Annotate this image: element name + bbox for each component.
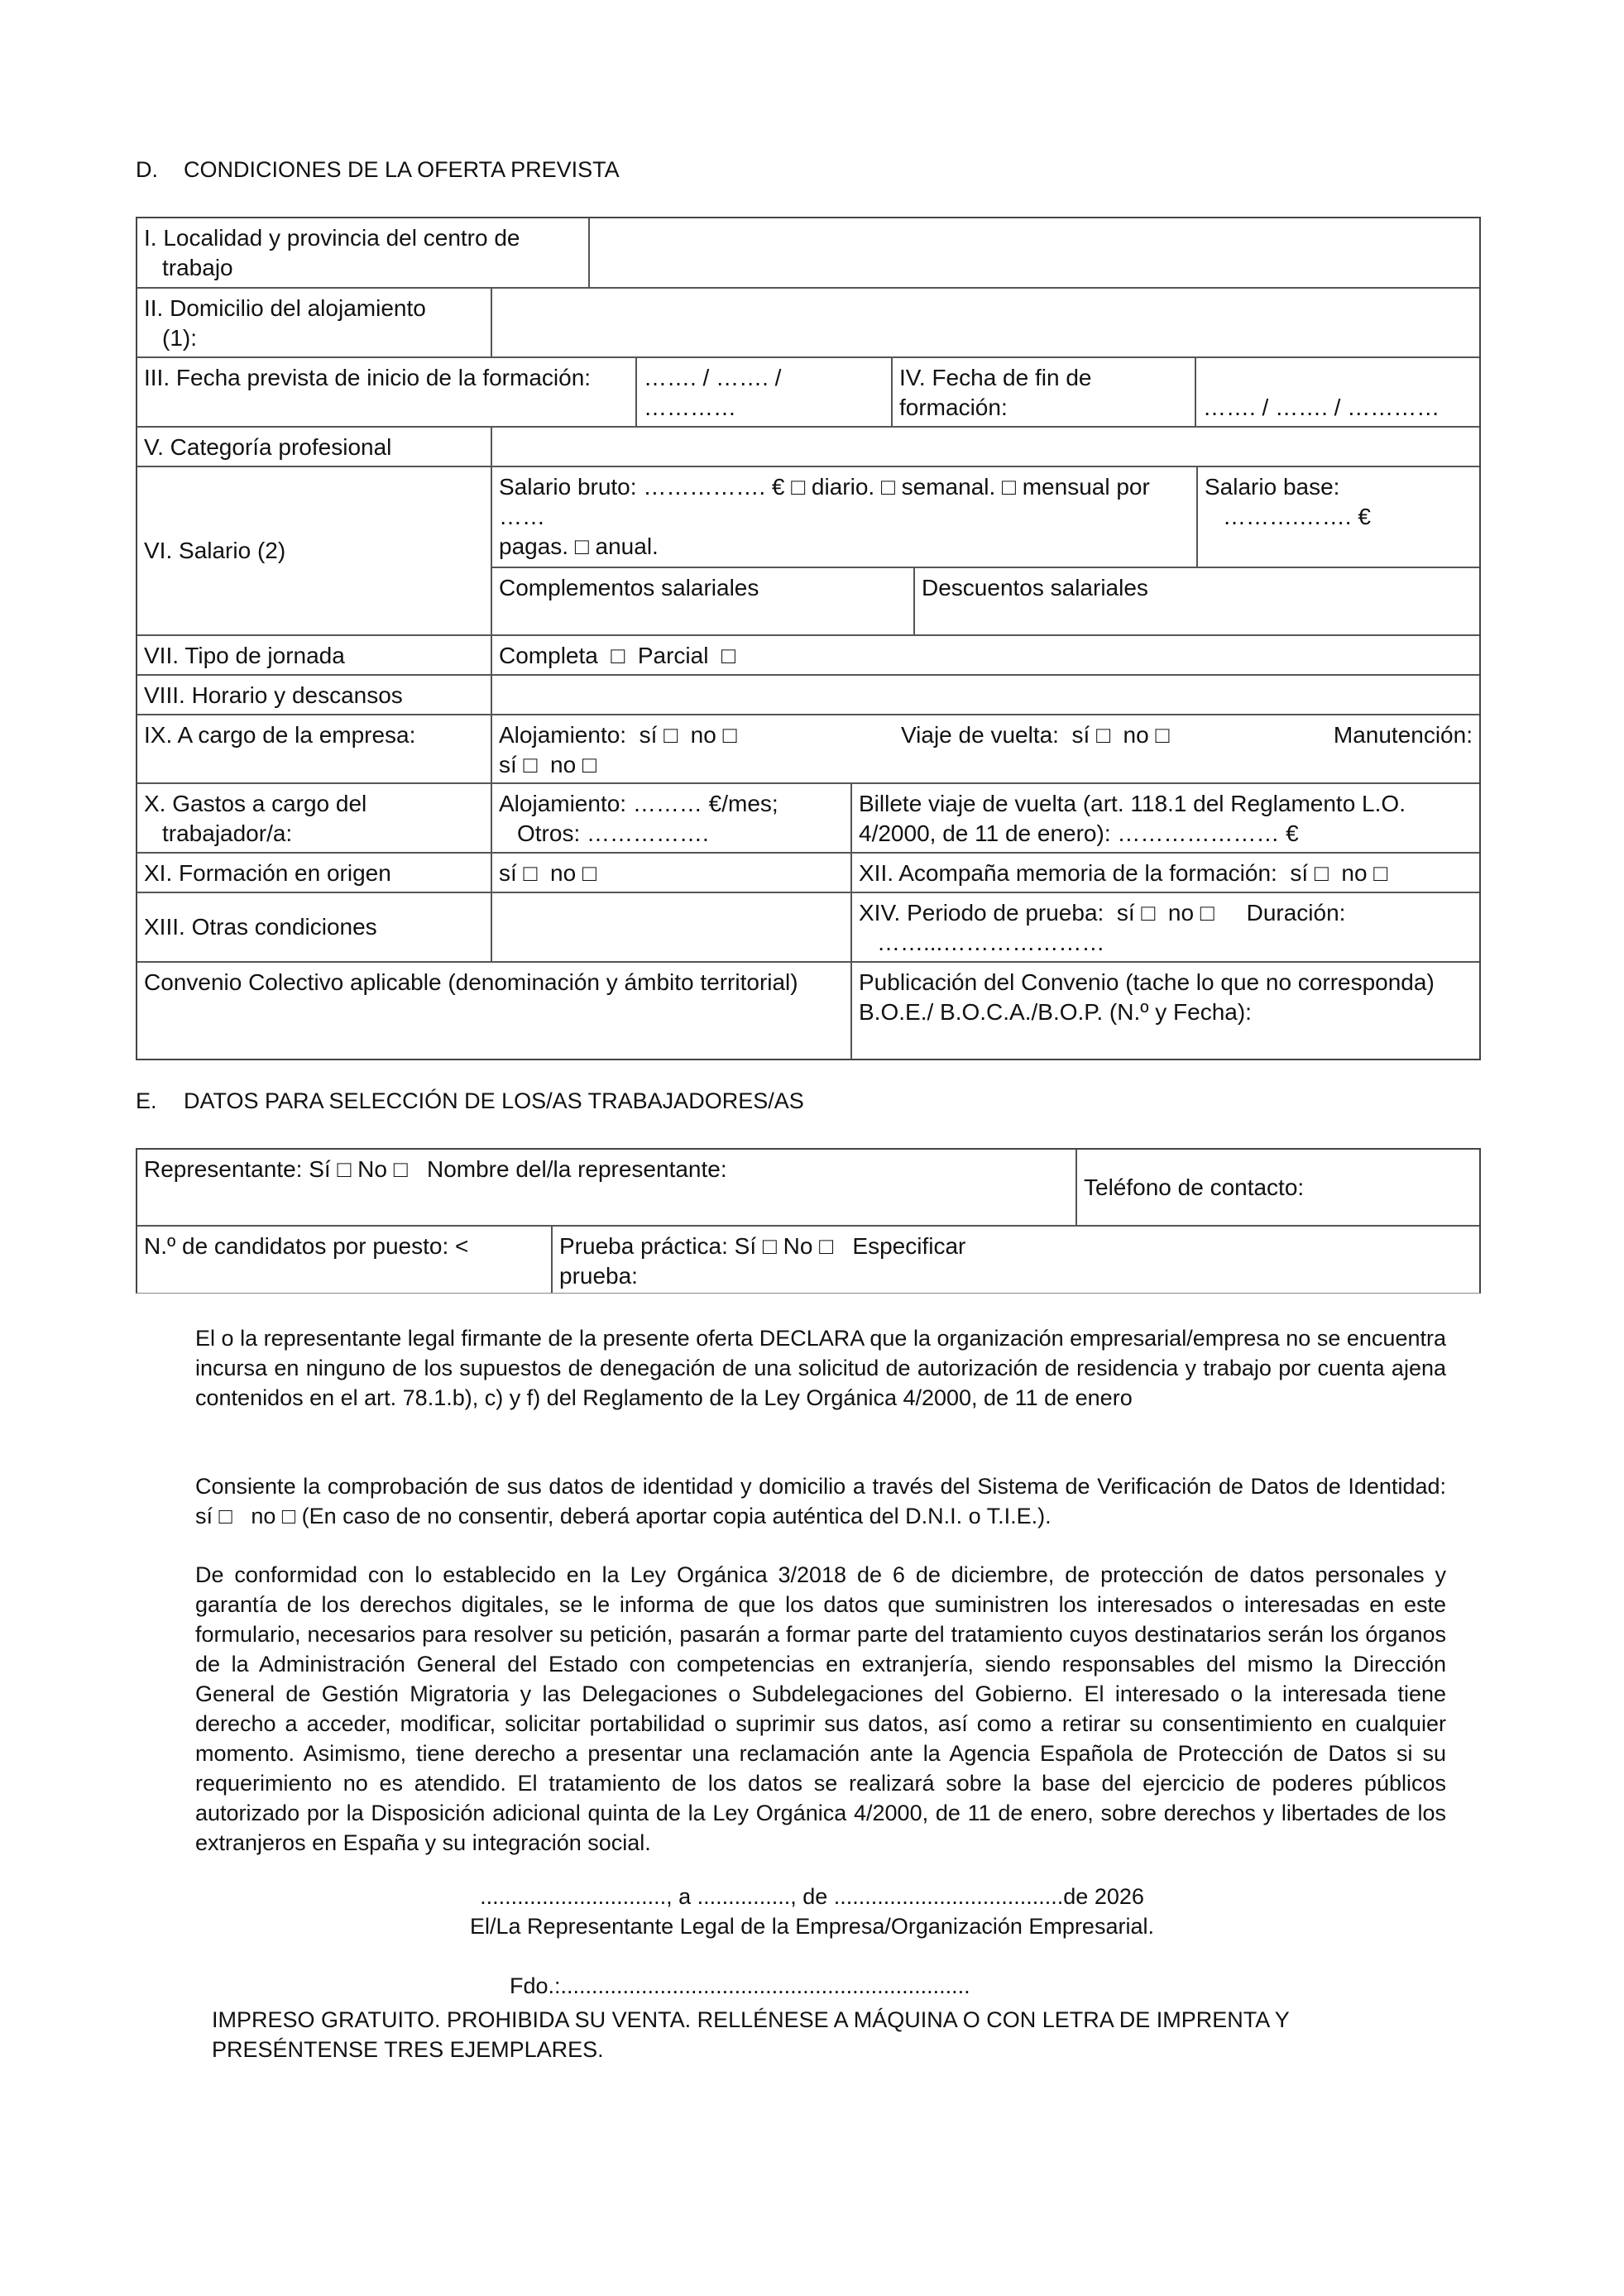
label-categoria: V. Categoría profesional bbox=[144, 434, 392, 460]
field-periodo-prueba[interactable]: XIV. Periodo de prueba: sí □ no □ Duración: ……...………………… bbox=[850, 893, 1479, 961]
field-memoria-formacion[interactable]: XII. Acompaña memoria de la formación: sí □ no □ bbox=[850, 854, 1479, 892]
field-cargo-empresa[interactable]: Alojamiento: sí □ no □ Viaje de vuelta: sí □ no □ Manutención: sí □ no □ bbox=[491, 715, 1479, 782]
section-d-heading: D. CONDICIONES DE LA OFERTA PREVISTA bbox=[136, 157, 620, 182]
label-domicilio: II. Domicilio del alojamiento (1): bbox=[144, 295, 426, 351]
consent-paragraph: Consiente la comprobación de sus datos de identidad y domicilio a través del Sistema de Verificación de Datos de Identidad: sí □ no □ (En caso de no consentir, deberá aportar copia auténtica del D.N.I. o T.I.E.). bbox=[195, 1474, 1465, 1528]
field-candidatos[interactable]: N.º de candidatos por puesto: < bbox=[144, 1233, 469, 1259]
field-localidad[interactable] bbox=[588, 218, 1479, 287]
label-otras-condiciones: XIII. Otras condiciones bbox=[144, 914, 377, 940]
field-horario[interactable] bbox=[491, 676, 1479, 714]
data-protection-paragraph: De conformidad con lo establecido en la Ley Orgánica 3/2018 de 6 de diciembre, de protección de datos personales y garantía de los derechos digitales, se le informa de que los datos que suministren los interesados o interesadas en este formulario, necesarios para resolver su petición, pasarán a formar parte del tratamiento cuyos destinatarios serán los órganos de la Administración General del Estado con competencias en extranjería, siendo responsables del mismo la Dirección General de Gestión Migratoria y las Delegaciones o Subdelegaciones del Gobierno. El interesado o la interesada tiene derecho a acceder, modificar, solicitar portabilidad o suprimir sus datos, así como a retirar su consentimiento en cualquier momento. Asimismo, tiene derecho a presentar una reclamación ante la Agencia Española de Protección de Datos si su requerimiento no es atendido. El tratamiento de los datos se realizará sobre la base del ejercicio de poderes públicos autorizado por la Disposición adicional quinta de la Ley Orgánica 4/2000, de 11 de enero, sobre derechos y libertades de los extranjeros en España y su integración social. bbox=[195, 1562, 1446, 1855]
field-gastos-alojamiento[interactable]: Alojamiento: ……… €/mes; Otros: ……………. bbox=[491, 784, 850, 852]
field-representante[interactable]: Representante: Sí □ No □ Nombre del/la representante: bbox=[144, 1156, 727, 1182]
field-prueba-practica[interactable]: Prueba práctica: Sí □ No □ Especificar prueba: bbox=[551, 1227, 1479, 1293]
label-formacion-origen: XI. Formación en origen bbox=[144, 860, 391, 886]
label-horario: VIII. Horario y descansos bbox=[144, 682, 403, 708]
field-domicilio[interactable] bbox=[491, 289, 1479, 356]
label-gastos-trabajador: X. Gastos a cargo del trabajador/a: bbox=[144, 791, 367, 846]
field-salario-bruto[interactable]: Salario bruto: ……………. € □ diario. □ semanal. □ mensual por …… pagas. □ anual. bbox=[499, 474, 1150, 559]
field-categoria[interactable] bbox=[491, 428, 1479, 466]
field-fecha-inicio[interactable]: ……. / ……. / ………… bbox=[635, 358, 891, 426]
field-otras-condiciones[interactable] bbox=[491, 893, 850, 961]
label-fecha-inicio: III. Fecha prevista de inicio de la formación: bbox=[144, 365, 592, 390]
signature-role: El/La Representante Legal de la Empresa/Organización Empresarial. bbox=[470, 1914, 1154, 1939]
field-fecha-fin[interactable]: ……. / ……. / ………… bbox=[1195, 358, 1479, 426]
field-convenio[interactable]: Convenio Colectivo aplicable (denominación y ámbito territorial) bbox=[144, 969, 798, 995]
declaration-paragraph: El o la representante legal firmante de la presente oferta DECLARA que la organización empresarial/empresa no se encuentra incursa en ninguno de los supuestos de denegación de una solicitud de autorización de residencia y trabajo por cuenta ajena contenidos en el art. 78.1.b), c) y f) del Reglamento de la Ley Orgánica 4/2000, de 11 de enero bbox=[195, 1326, 1446, 1410]
label-jornada: VII. Tipo de jornada bbox=[144, 643, 345, 668]
field-complementos[interactable]: Complementos salariales bbox=[499, 575, 759, 600]
section-e-heading: E. DATOS PARA SELECCIÓN DE LOS/AS TRABAJADORES/AS bbox=[136, 1088, 804, 1113]
field-billete-vuelta[interactable]: Billete viaje de vuelta (art. 118.1 del Reglamento L.O. 4/2000, de 11 de enero): ………………… € bbox=[850, 784, 1479, 852]
field-jornada[interactable]: Completa □ Parcial □ bbox=[491, 636, 1479, 674]
footer-notice: IMPRESO GRATUITO. PROHIBIDA SU VENTA. RELLÉNESE A MÁQUINA O CON LETRA DE IMPRENTA Y PRESÉNTENSE TRES EJEMPLARES. bbox=[212, 2007, 1290, 2062]
field-publicacion-convenio[interactable]: Publicación del Convenio (tache lo que no corresponda) B.O.E./ B.O.C.A./B.O.P. (N.º y Fecha): bbox=[850, 963, 1479, 1059]
label-fecha-fin: IV. Fecha de fin de formación: bbox=[891, 358, 1195, 426]
selection-table bbox=[136, 1148, 1481, 1294]
field-telefono[interactable]: Teléfono de contacto: bbox=[1075, 1150, 1479, 1225]
label-cargo-empresa: IX. A cargo de la empresa: bbox=[144, 722, 416, 748]
field-salario-base[interactable]: Salario base: ……….……. € bbox=[1196, 467, 1479, 567]
offer-conditions-table bbox=[136, 217, 1481, 1060]
field-descuentos[interactable]: Descuentos salariales bbox=[913, 568, 1479, 634]
signature-place-date[interactable]: .............................., a ..............., de .....................................de 2026 bbox=[480, 1884, 1144, 1909]
signature-fdo[interactable]: Fdo.:.................................................................. bbox=[510, 1973, 970, 1998]
label-salario: VI. Salario (2) bbox=[144, 538, 286, 563]
field-formacion-origen[interactable]: sí □ no □ bbox=[491, 854, 850, 892]
label-localidad: I. Localidad y provincia del centro de trabajo bbox=[144, 225, 520, 280]
